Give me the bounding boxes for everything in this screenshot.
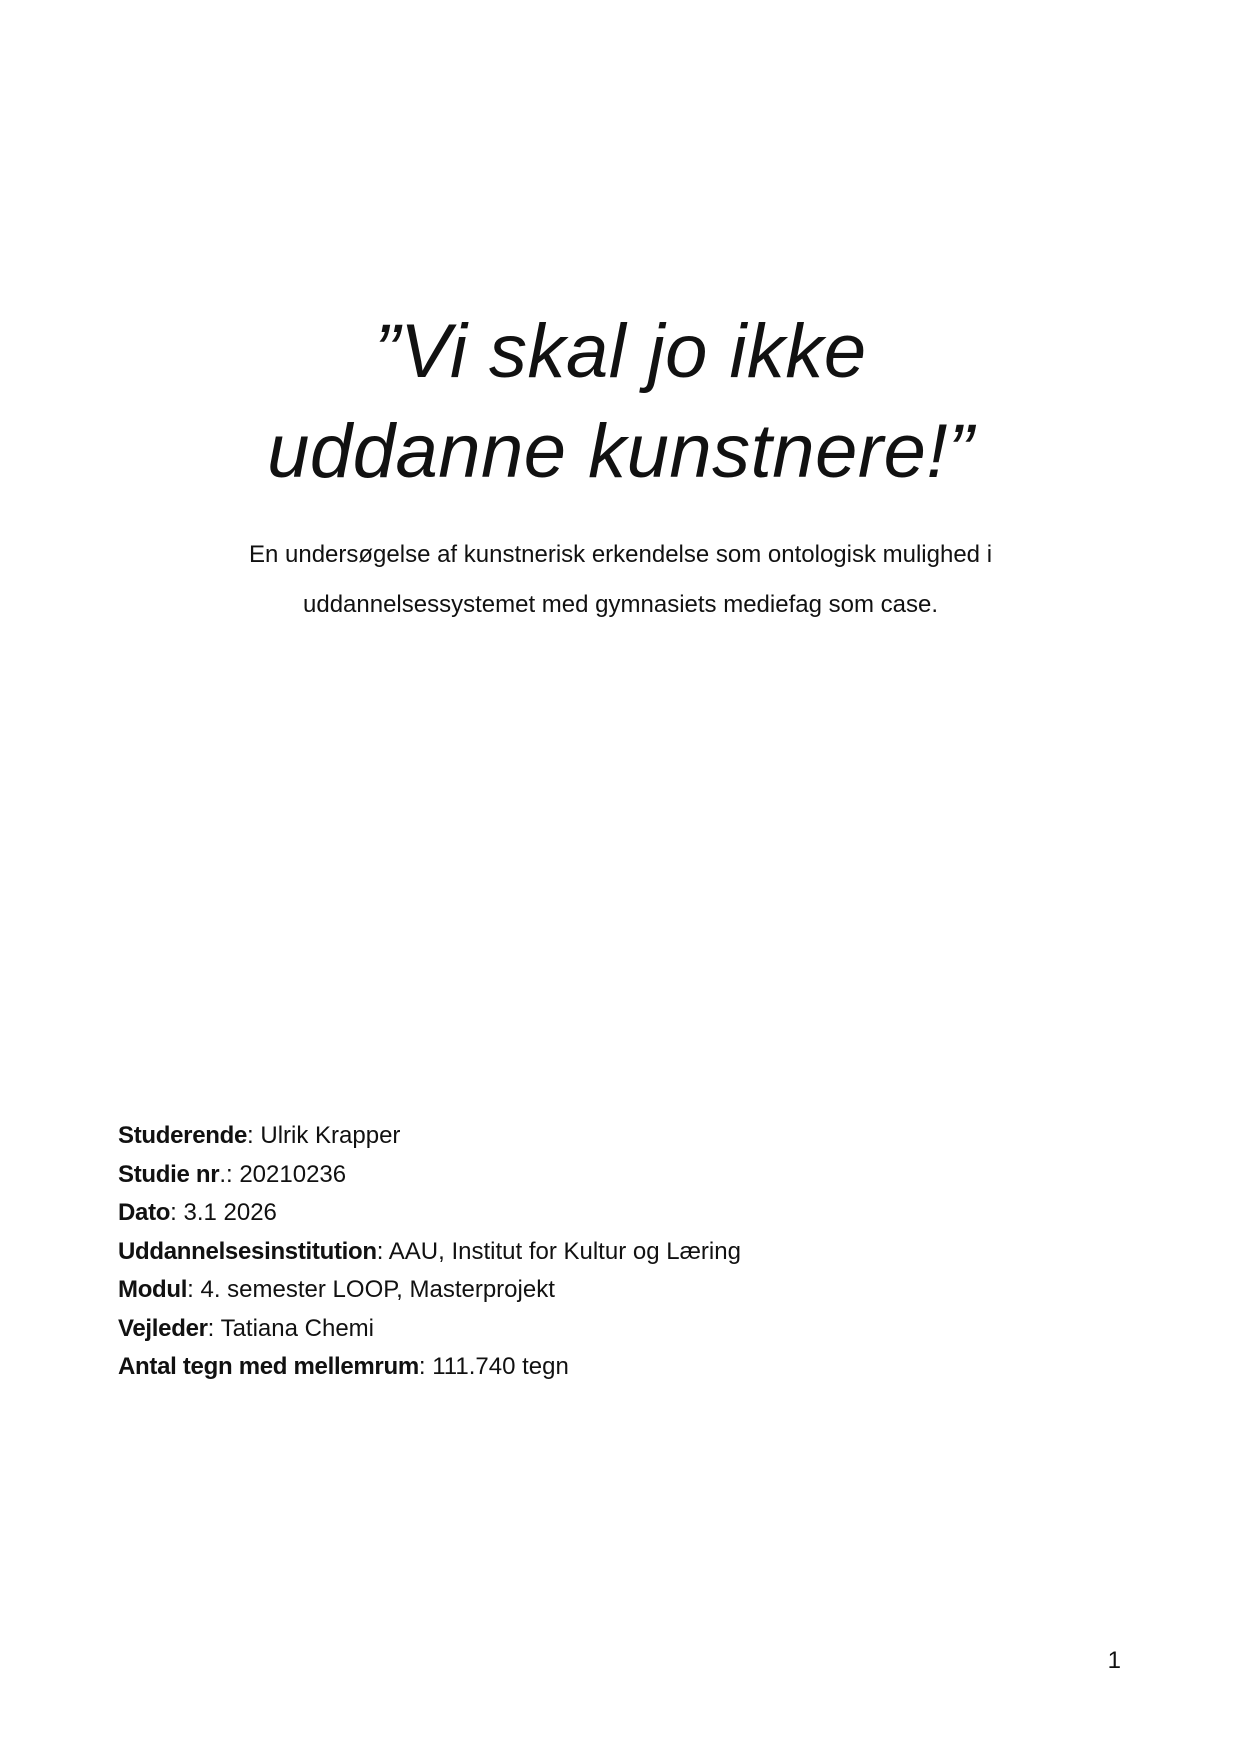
meta-value: 111.740 tegn (432, 1353, 569, 1380)
title-line-1: ”Vi skal jo ikke (374, 309, 867, 394)
meta-separator: : (247, 1122, 261, 1149)
meta-separator: : (376, 1237, 389, 1265)
meta-label: Uddannelsesinstitution (118, 1237, 377, 1265)
meta-value: 3.1 2026 (183, 1199, 277, 1226)
meta-row-supervisor (118, 1310, 741, 1349)
document-subtitle (0, 530, 1241, 630)
document-title (0, 302, 1241, 502)
subtitle-line-1: En undersøgelse af kunstnerisk erkendelse som ontologisk mulighed i (248, 541, 993, 568)
meta-value: 20210236 (239, 1160, 347, 1188)
meta-separator: : (187, 1276, 201, 1303)
meta-separator: : (207, 1314, 221, 1342)
meta-label: Studie nr (118, 1160, 220, 1188)
meta-row-character-count (118, 1348, 741, 1387)
document-metadata (118, 1117, 741, 1387)
meta-label: Studerende (118, 1122, 248, 1149)
meta-row-date (118, 1194, 741, 1233)
meta-row-module (118, 1271, 741, 1310)
page-number: 1 (1107, 1647, 1121, 1674)
meta-label: Dato (118, 1199, 171, 1226)
meta-label: Antal tegn med mellemrum (118, 1353, 419, 1380)
meta-row-institution (118, 1233, 741, 1272)
meta-value: AAU, Institut for Kultur og Læring (388, 1237, 741, 1265)
meta-value: Ulrik Krapper (260, 1122, 401, 1149)
meta-label: Modul (118, 1276, 188, 1303)
meta-separator: : (418, 1353, 433, 1380)
meta-row-student (118, 1117, 741, 1156)
meta-separator: .: (219, 1160, 240, 1188)
title-line-2: uddanne kunstnere!” (267, 409, 974, 494)
meta-value: Tatiana Chemi (220, 1314, 374, 1342)
meta-label: Vejleder (118, 1314, 208, 1342)
meta-separator: : (170, 1199, 184, 1226)
subtitle-line-2: uddannelsessystemet med gymnasiets mediefag som case. (303, 591, 938, 618)
meta-row-student-number (118, 1156, 741, 1195)
meta-value: 4. semester LOOP, Masterprojekt (200, 1276, 555, 1303)
